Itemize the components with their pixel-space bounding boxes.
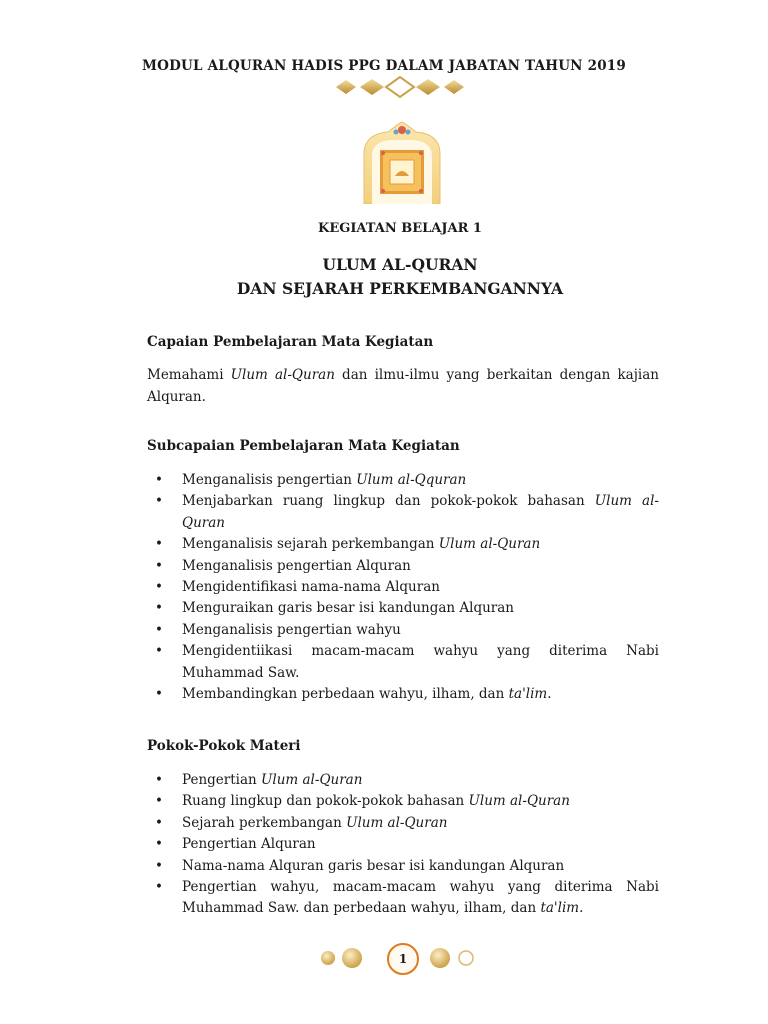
- list-item: • Nama-nama Alquran garis besar isi kandungan Alquran: [147, 856, 659, 877]
- list-item: • Menguraikan garis besar isi kandungan Alquran: [147, 598, 659, 619]
- list-item: • Menganalisis pengertian wahyu: [147, 620, 659, 641]
- page-number: 1: [387, 943, 419, 975]
- list-item: • Menganalisis sejarah perkembangan Ulum al-Quran: [147, 534, 659, 555]
- list-item: • Membandingkan perbedaan wahyu, ilham, dan ta'lim.: [147, 684, 659, 705]
- list-item: • Pengertian Ulum al-Quran: [147, 770, 659, 791]
- mosque-arch-emblem-icon: [360, 120, 444, 204]
- header-title: MODUL ALQURAN HADIS PPG DALAM JABATAN TAHUN 2019: [142, 58, 626, 74]
- kegiatan-label: KEGIATAN BELAJAR 1: [318, 221, 482, 236]
- capaian-text-italic: Ulum al-Quran: [230, 367, 335, 383]
- list-item: • Mengidentiikasi macam-macam wahyu yang diterima Nabi Muhammad Saw.: [147, 641, 659, 684]
- list-item: • Menganalisis pengertian Alquran: [147, 556, 659, 577]
- gold-diamond-divider-icon: [190, 76, 610, 98]
- list-item: • Pengertian Alquran: [147, 834, 659, 855]
- pokok-list: [147, 770, 659, 920]
- subcapaian-heading: Subcapaian Pembelajaran Mata Kegiatan: [147, 438, 460, 454]
- capaian-paragraph: [147, 364, 659, 408]
- list-item: • Menganalisis pengertian Ulum al-Qquran: [147, 470, 659, 491]
- list-item: • Pengertian wahyu, macam-macam wahyu yang diterima Nabi Muhammad Saw. dan perbedaan wahyu, ilham, dan ta'lim.: [147, 877, 659, 920]
- list-item: • Menjabarkan ruang lingkup dan pokok-pokok bahasan Ulum al-Quran: [147, 491, 659, 534]
- subcapaian-list: [147, 470, 659, 705]
- capaian-text-after: dan ilmu-ilmu yang berkaitan dengan kajian Alquran.: [147, 367, 659, 405]
- pokok-heading: Pokok-Pokok Materi: [147, 738, 301, 754]
- capaian-heading: Capaian Pembelajaran Mata Kegiatan: [147, 334, 434, 350]
- main-title-line1: ULUM AL-QURAN: [322, 255, 478, 274]
- list-item: • Mengidentifikasi nama-nama Alquran: [147, 577, 659, 598]
- capaian-text-before: Memahami: [147, 367, 231, 383]
- list-item: • Ruang lingkup dan pokok-pokok bahasan Ulum al-Quran: [147, 791, 659, 812]
- main-title-line2: DAN SEJARAH PERKEMBANGANNYA: [236, 279, 564, 298]
- list-item: • Sejarah perkembangan Ulum al-Quran: [147, 813, 659, 834]
- main-title: [0, 253, 768, 301]
